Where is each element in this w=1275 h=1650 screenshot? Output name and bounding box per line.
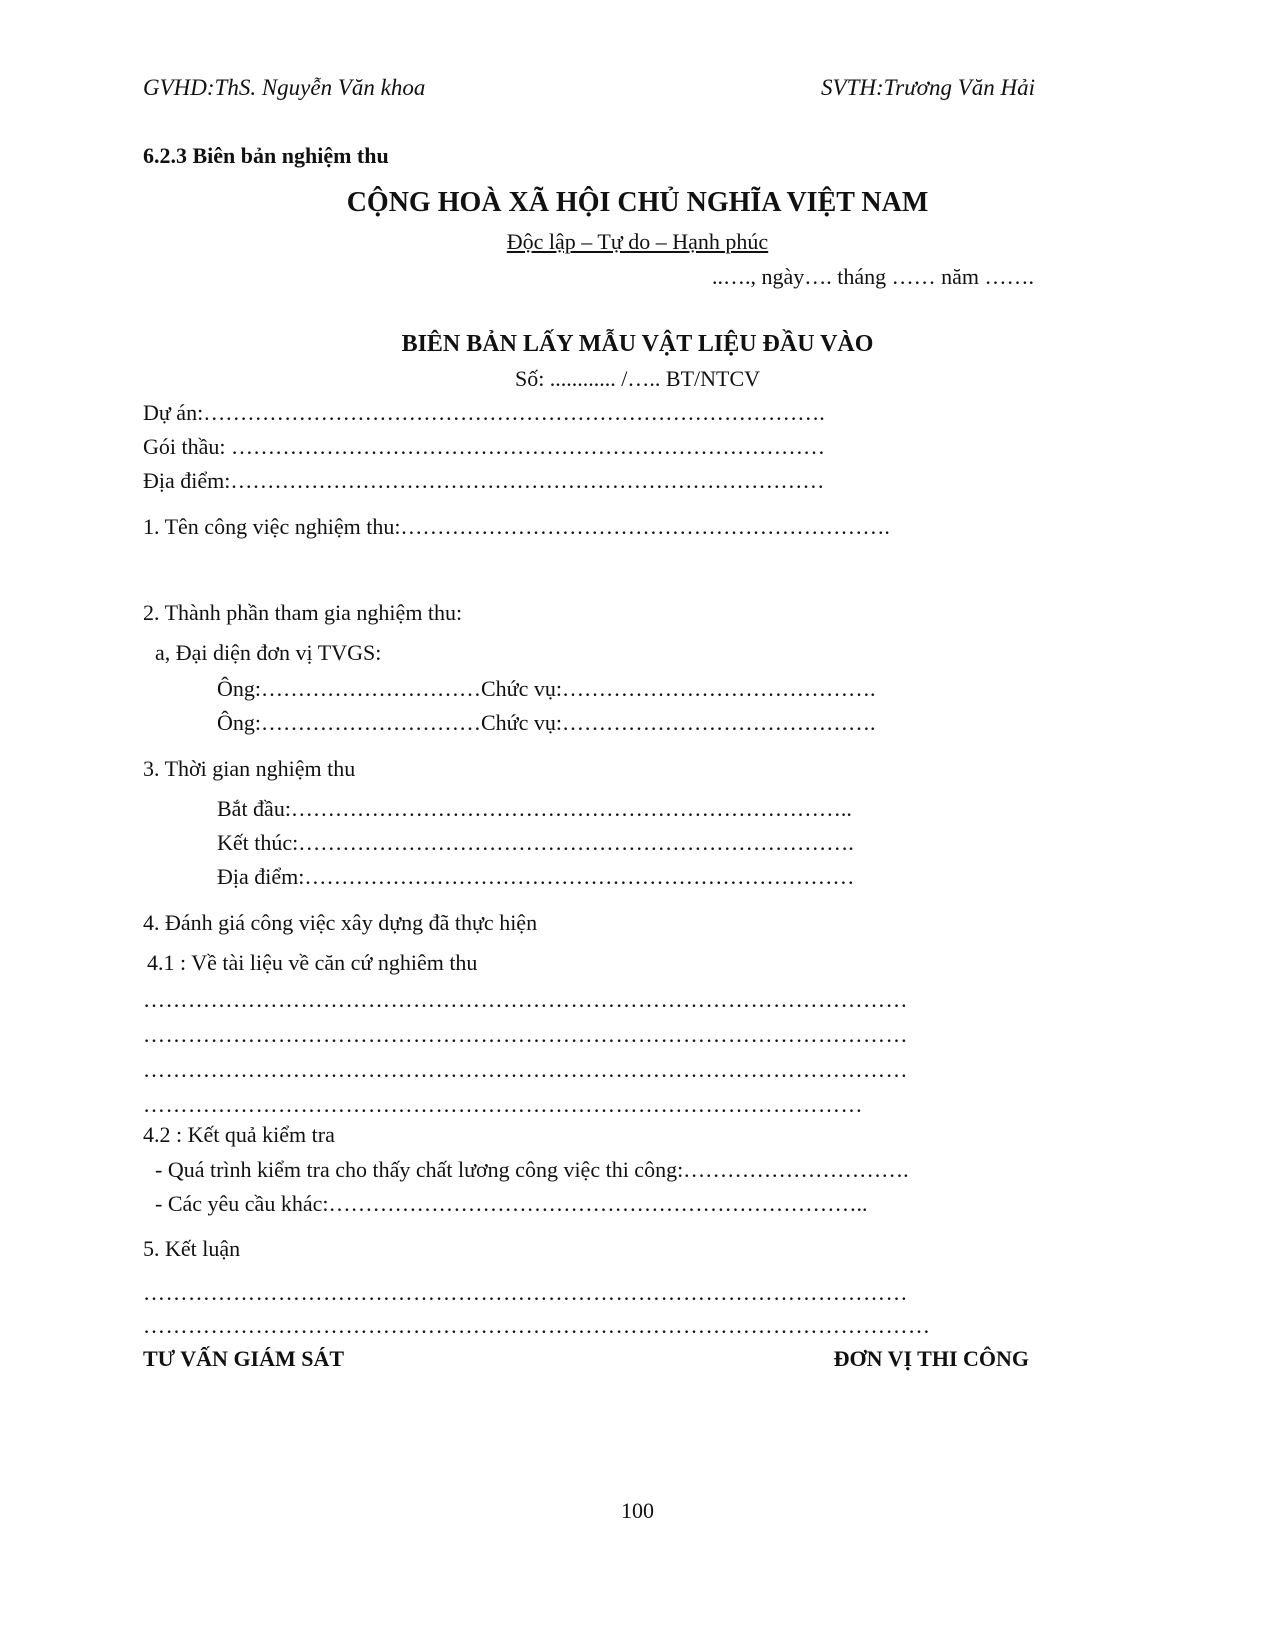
signature-contractor: ĐƠN VỊ THI CÔNG xyxy=(833,1346,1029,1371)
section-1-work-name: 1. Tên công việc nghiệm thu:…………………………………………………………. xyxy=(143,514,890,539)
time-location-row: Địa điểm:………………………………………………………………… xyxy=(217,864,855,889)
section-4-2-heading: 4.2 : Kết quả kiểm tra xyxy=(143,1122,335,1147)
header-supervisor: GVHD:ThS. Nguyễn Văn khoa xyxy=(143,75,426,100)
dotted-line: …………………………………………………………………………………………… xyxy=(143,1313,931,1338)
motto: Độc lập – Tự do – Hạnh phúc xyxy=(506,229,769,254)
section-5-heading: 5. Kết luận xyxy=(143,1236,241,1261)
section-2-heading: 2. Thành phần tham gia nghiệm thu: xyxy=(143,600,463,625)
signature-supervisor: TƯ VẤN GIÁM SÁT xyxy=(143,1346,345,1371)
inspection-quality-row: - Quá trình kiểm tra cho thấy chất lương công việc thi công:…………………………. xyxy=(155,1157,909,1182)
dotted-line: ………………………………………………………………………………………… xyxy=(143,1280,908,1305)
section-3-heading: 3. Thời gian nghiệm thu xyxy=(143,756,356,781)
field-location: Địa điểm:……………………………………………………………………… xyxy=(143,468,825,493)
page-number: 100 xyxy=(621,1498,654,1523)
dotted-line: …………………………………………………………………………………… xyxy=(143,1092,863,1117)
section-4-1-heading: 4.1 : Về tài liệu về căn cứ nghiêm thu xyxy=(147,950,478,975)
field-package: Gói thầu: ……………………………………………………………………… xyxy=(143,434,825,459)
tvgs-row: Ông:…………………………Chức vụ:……………………………………. xyxy=(217,676,876,701)
tvgs-row: Ông:…………………………Chức vụ:……………………………………. xyxy=(217,710,876,735)
document-number: Số: ............ /….. BT/NTCV xyxy=(514,366,761,391)
header-student: SVTH:Trương Văn Hải xyxy=(821,75,1035,100)
dotted-line: ………………………………………………………………………………………… xyxy=(143,1057,908,1082)
dotted-line: ………………………………………………………………………………………… xyxy=(143,1022,908,1047)
field-project: Dự án:…………………………………………………………………………. xyxy=(143,400,825,425)
other-requirements-row: - Các yêu cầu khác:……………………………………………………………….. xyxy=(155,1191,868,1216)
date-line: ..…., ngày…. tháng …… năm ……. xyxy=(712,264,1035,289)
document-title: BIÊN BẢN LẤY MẪU VẬT LIỆU ĐẦU VÀO xyxy=(401,331,874,357)
dotted-line: ………………………………………………………………………………………… xyxy=(143,987,908,1012)
nation-heading: CỘNG HOÀ XÃ HỘI CHỦ NGHĨA VIỆT NAM xyxy=(346,187,929,218)
section-2a-heading: a, Đại diện đơn vị TVGS: xyxy=(155,640,382,665)
section-4-heading: 4. Đánh giá công việc xây dựng đã thực hiện xyxy=(143,910,538,935)
time-start-row: Bắt đầu:………………………………………………………………….. xyxy=(217,796,852,821)
time-end-row: Kết thúc:…………………………………………………………………. xyxy=(217,830,854,855)
section-title: 6.2.3 Biên bản nghiệm thu xyxy=(143,143,389,168)
